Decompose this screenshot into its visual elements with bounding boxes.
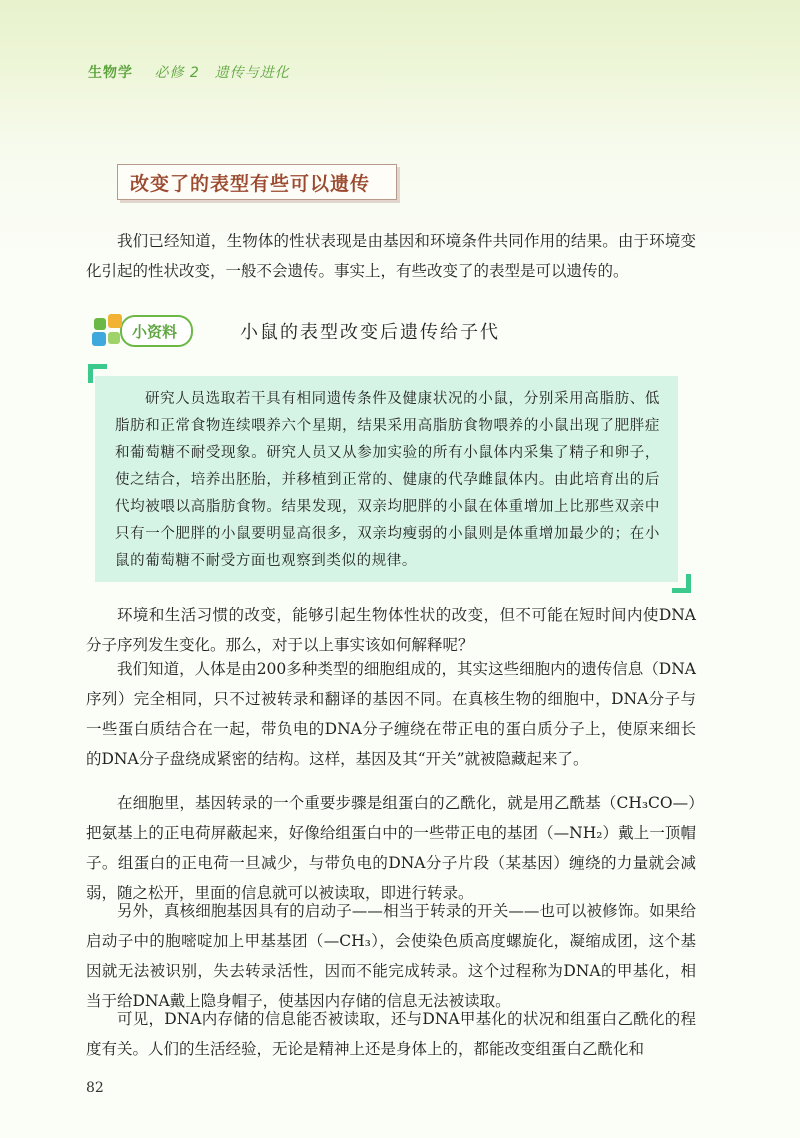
body-paragraph-1: 环境和生活习惯的改变，能够引起生物体性状的改变，但不可能在短时间内使DNA分子序列发生变化。那么，对于以上事实该如何解释呢？ xyxy=(86,606,696,654)
info-label-pill: 小资料 xyxy=(120,315,193,347)
intro-paragraph: 我们已经知道，生物体的性状表现是由基因和环境条件共同作用的结果。由于环境变化引起的性状改变，一般不会遗传。事实上，有些改变了的表型是可以遗传的。 xyxy=(86,232,696,280)
page-number: 82 xyxy=(86,1080,104,1096)
body-paragraph-3: 在细胞里，基因转录的一个重要步骤是组蛋白的乙酰化，就是用乙酰基（CH₃CO—）把氨基上的正电荷屏蔽起来，好像给组蛋白中的一些带正电的基团（—NH₂）戴上一顶帽子。组蛋白的正电荷一旦减少，与带负电的DNA分子片段（某基因）缠绕的力量就会减弱，随之松开，里面的信息就可以被读取，即进行转录。 xyxy=(86,794,696,902)
body-paragraph-5: 可见，DNA内存储的信息能否被读取，还与DNA甲基化的状况和组蛋白乙酰化的程度有关。人们的生活经验，无论是精神上还是身体上的，都能改变组蛋白乙酰化和 xyxy=(86,1010,696,1058)
header-book: 必修 2 遗传与进化 xyxy=(154,65,290,81)
info-box xyxy=(95,376,678,582)
info-title: 小鼠的表型改变后遗传给子代 xyxy=(240,322,500,343)
header-subject: 生物学 xyxy=(88,65,133,81)
info-label xyxy=(92,314,193,348)
puzzle-icon xyxy=(92,314,126,348)
running-header xyxy=(88,62,290,82)
section-title: 改变了的表型有些可以遗传 xyxy=(130,172,371,195)
body-paragraph-4: 另外，真核细胞基因具有的启动子——相当于转录的开关——也可以被修饰。如果给启动子中的胞嘧啶加上甲基基团（—CH₃），会使染色质高度螺旋化，凝缩成团，这个基因就无法被识别，失去转录活性，因而不能完成转录。这个过程称为DNA的甲基化，相当于给DNA戴上隐身帽子，使基因内存储的信息无法被读取。 xyxy=(86,902,696,1010)
corner-mark-bottom-right xyxy=(672,574,691,593)
section-title-box xyxy=(117,164,397,200)
body-paragraph-2: 我们知道，人体是由200多种类型的细胞组成的，其实这些细胞内的遗传信息（DNA序列）完全相同，只不过被转录和翻译的基因不同。在真核生物的细胞中，DNA分子与一些蛋白质结合在一起，带负电的DNA分子缠绕在带正电的蛋白质分子上，使原来细长的DNA分子盘绕成紧密的结构。这样，基因及其“开关”就被隐藏起来了。 xyxy=(86,660,696,768)
info-text: 研究人员选取若干具有相同遗传条件及健康状况的小鼠，分别采用高脂肪、低脂肪和正常食物连续喂养六个星期，结果采用高脂肪食物喂养的小鼠出现了肥胖症和葡萄糖不耐受现象。研究人员又从参加实验的所有小鼠体内采集了精子和卵子，使之结合，培养出胚胎，并移植到正常的、健康的代孕雌鼠体内。由此培育出的后代均被喂以高脂肪食物。结果发现，双亲均肥胖的小鼠在体重增加上比那些双亲中只有一个肥胖的小鼠要明显高很多，双亲均瘦弱的小鼠则是体重增加最少的；在小鼠的葡萄糖不耐受方面也观察到类似的规律。 xyxy=(115,391,660,569)
